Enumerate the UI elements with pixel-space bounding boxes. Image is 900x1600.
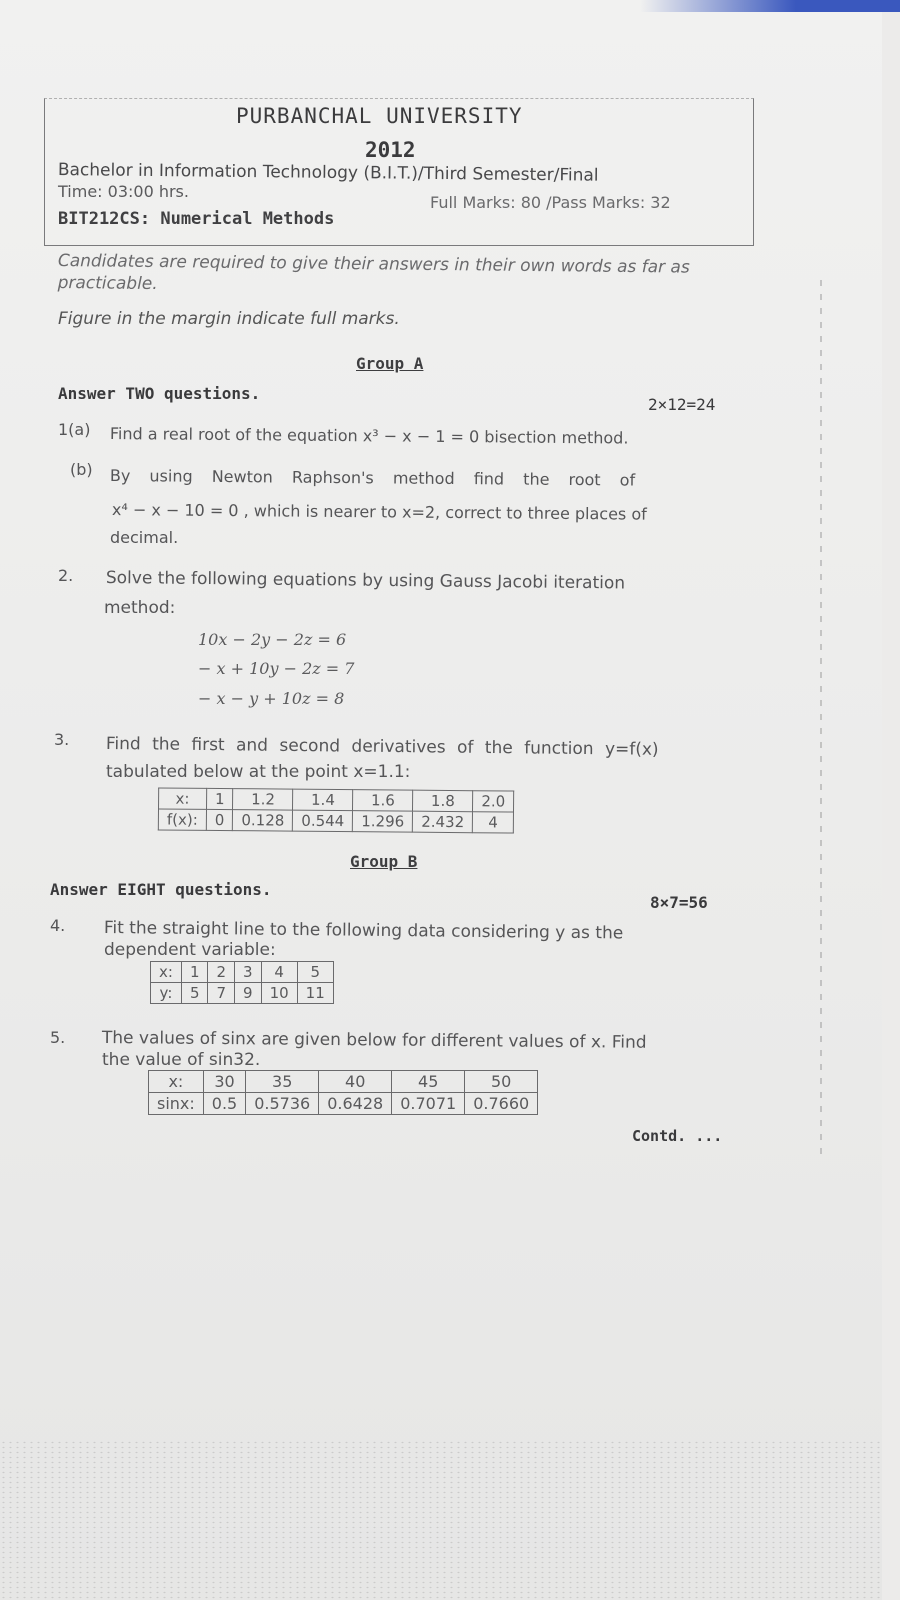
question-text: x⁴ − x − 10 = 0 , which is nearer to x=2, correct to three places of: [111, 500, 647, 524]
question-number: 5.: [50, 1028, 66, 1047]
table-cell: 1: [206, 788, 233, 809]
table-cell: 4: [473, 812, 514, 833]
question-text: The values of sinx are given below for different values of x. Find: [101, 1028, 647, 1053]
table-cell: 2: [208, 962, 235, 983]
question-text: method:: [104, 598, 176, 618]
table-cell: 1.296: [353, 811, 413, 833]
subject-title: BIT212CS: Numerical Methods: [58, 209, 335, 229]
table-cell: 5: [181, 983, 208, 1004]
table-cell: 1.8: [413, 790, 473, 812]
instruction-line: Candidates are required to give their answers in their own words as far as practicable.: [57, 250, 690, 295]
question-number: (b): [70, 460, 93, 479]
question-number: 1(a): [58, 420, 91, 439]
group-b-instruction: Answer EIGHT questions.: [50, 880, 272, 899]
scan-noise: [0, 1440, 882, 1600]
question-text: Fit the straight line to the following data considering y as the: [103, 918, 624, 944]
table-cell: f(x):: [158, 809, 206, 830]
table-cell: 45: [392, 1071, 465, 1093]
group-b-title: Group B: [350, 852, 418, 871]
question-text: the value of sin32.: [102, 1050, 261, 1070]
equation: − x + 10y − 2z = 7: [198, 659, 355, 678]
question-text: Find the first and second derivatives of the function y=f(x): [105, 734, 659, 760]
table-cell: 1.4: [293, 789, 353, 811]
table-cell: 30: [203, 1071, 245, 1093]
exam-year: 2012: [365, 138, 416, 162]
table-cell: 0.5: [203, 1093, 245, 1115]
table-row: [151, 962, 334, 983]
question-text: By using Newton Raphson's method find the root of: [109, 466, 636, 490]
table-cell: 4: [261, 962, 297, 983]
background-strip: [640, 0, 900, 12]
data-table: [158, 787, 515, 833]
table-cell: 35: [246, 1071, 319, 1093]
group-a-title: Group A: [356, 354, 424, 373]
table-cell: x:: [149, 1071, 204, 1093]
table-cell: 0.128: [233, 810, 293, 832]
table-cell: 7: [208, 983, 235, 1004]
group-a-instruction: Answer TWO questions.: [58, 384, 261, 403]
table-cell: 1: [181, 962, 208, 983]
table-cell: 50: [465, 1071, 538, 1093]
table-cell: 3: [235, 962, 262, 983]
question-number: 4.: [50, 916, 66, 935]
program-line: Bachelor in Information Technology (B.I.T.)/Third Semester/Final: [57, 160, 599, 186]
table-row: [151, 983, 334, 1004]
table-cell: 2.0: [473, 791, 514, 812]
table-cell: 1.6: [353, 790, 413, 812]
table-cell: 0.7660: [465, 1093, 538, 1115]
group-a-marks: 2×12=24: [648, 395, 716, 414]
page-edge: [820, 280, 822, 1160]
exam-time: Time: 03:00 hrs.: [58, 182, 189, 201]
continued-note: Contd. ...: [632, 1127, 723, 1145]
university-title: PURBANCHAL UNIVERSITY: [236, 104, 523, 128]
table-cell: sinx:: [149, 1093, 204, 1115]
table-cell: 11: [297, 983, 333, 1004]
table-cell: 0.544: [293, 810, 353, 832]
question-text: tabulated below at the point x=1.1:: [106, 762, 411, 782]
table-row: [158, 809, 513, 833]
equation: − x − y + 10z = 8: [198, 689, 345, 708]
table-cell: 0.6428: [319, 1093, 392, 1115]
question-text: Find a real root of the equation x³ − x − 1 = 0 bisection method.: [109, 424, 629, 448]
question-number: 3.: [54, 730, 70, 749]
data-table: [150, 961, 334, 1004]
table-row: [149, 1093, 538, 1115]
question-number: 2.: [58, 566, 74, 585]
question-text: decimal.: [110, 528, 179, 547]
margin-note: Figure in the margin indicate full marks.: [58, 309, 400, 329]
table-cell: x:: [159, 788, 207, 809]
equation: 10x − 2y − 2z = 6: [198, 630, 347, 649]
table-cell: 0.5736: [246, 1093, 319, 1115]
table-cell: 0: [206, 809, 233, 830]
table-cell: 5: [297, 962, 333, 983]
table-cell: 1.2: [233, 789, 293, 811]
table-cell: 2.432: [413, 811, 473, 833]
table-cell: 9: [235, 983, 262, 1004]
full-marks: Full Marks: 80 /Pass Marks: 32: [430, 193, 671, 212]
table-row: [149, 1071, 538, 1093]
table-cell: y:: [151, 983, 182, 1004]
question-text: dependent variable:: [104, 940, 276, 960]
group-b-marks: 8×7=56: [650, 893, 708, 912]
table-cell: 0.7071: [392, 1093, 465, 1115]
question-text: Solve the following equations by using Gauss Jacobi iteration: [105, 568, 626, 594]
data-table: [148, 1070, 538, 1115]
table-cell: 10: [261, 983, 297, 1004]
table-cell: 40: [319, 1071, 392, 1093]
table-cell: x:: [151, 962, 182, 983]
